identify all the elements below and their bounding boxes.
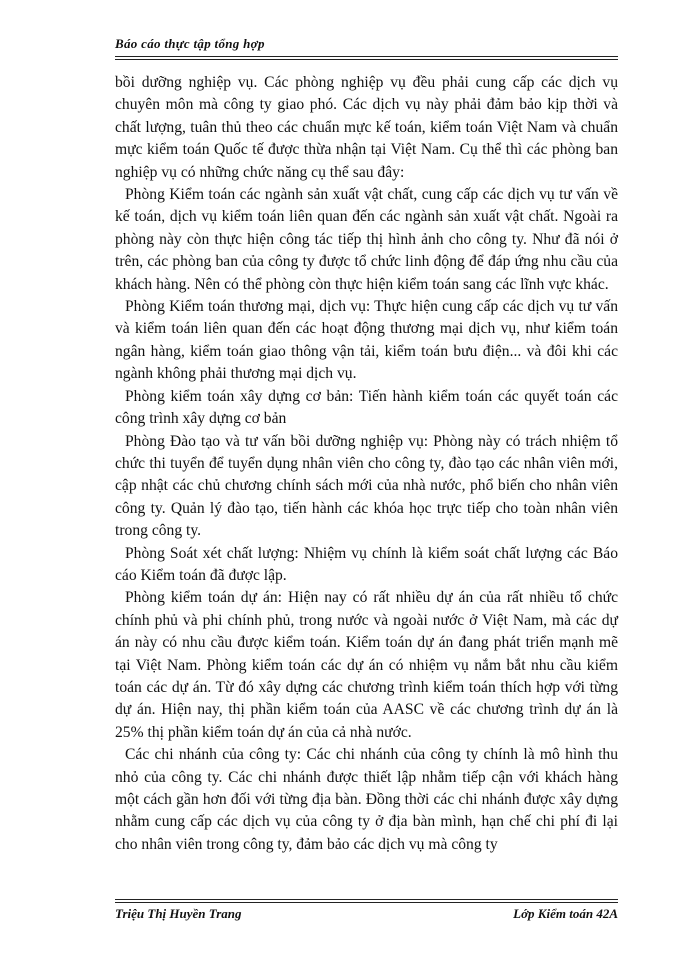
header-rule-double <box>115 59 618 60</box>
paragraph: Phòng Đào tạo và tư vấn bồi dưỡng nghiệp vụ: Phòng này có trách nhiệm tổ chức thi tuyển để tuyển dụng nhân viên cho công ty, đào tạo các nhân viên mới, cập nhật các chủ chương chính sách mới của nhà nước, phổ biến cho nhân viên công ty. Quản lý đào tạo, tiến hành các khóa học trực tiếp cho toàn nhân viên trong công ty. <box>115 432 618 540</box>
paragraph: Phòng kiểm toán xây dựng cơ bản: Tiến hành kiểm toán các quyết toán các công trình xây dựng cơ bản <box>115 387 618 428</box>
footer-author: Triệu Thị Huyền Trang <box>115 906 242 921</box>
paragraph: Phòng Kiểm toán thương mại, dịch vụ: Thực hiện cung cấp các dịch vụ tư vấn và kiểm toán liên quan đến các hoạt động thương mại dịch vụ, như kiểm toán ngân hàng, kiểm toán giao thông vận tải, kiểm toán bưu điện... và đôi khi các ngành không phải thương mại dịch vụ. <box>115 298 618 383</box>
paragraph: Phòng kiểm toán dự án: Hiện nay có rất nhiều dự án của rất nhiều tổ chức chính phủ và phi chính phủ, trong nước và ngoài nước ở Việt Nam, mà các dự án này có nhu cầu được kiểm toán. Kiểm toán dự án đang phát triển mạnh mẽ tại Việt Nam. Phòng kiểm toán các dự án có nhiệm vụ nắm bắt nhu cầu kiểm toán các dự án. Từ đó xây dựng các chương trình kiểm toán thích hợp với từng dự án. Hiện nay, thị phần kiểm toán của AASC về các chương trình dự án là 25% thị phần kiểm toán dự án của cả nhà nước. <box>115 589 618 741</box>
paragraph: Các chi nhánh của công ty: Các chi nhánh của công ty chính là mô hình thu nhỏ của công ty. Các chi nhánh được thiết lập nhằm tiếp cận với khách hàng một cách gần hơn đối với từng địa bàn. Đồng thời các chi nhánh được xây dựng nhằm cung cấp các dịch vụ của công ty ở địa bàn mình, hạn chế chi phí đi lại cho nhân viên trong công ty, đảm bảo các dịch vụ mà công ty <box>115 746 618 853</box>
paragraph: bồi dưỡng nghiệp vụ. Các phòng nghiệp vụ đều phải cung cấp các dịch vụ chuyên môn mà công ty giao phó. Các dịch vụ này phải đảm bảo kịp thời và chất lượng, tuân thủ theo các chuẩn mực kế toán, kiểm toán Việt Nam và chuẩn mực kiểm toán Quốc tế được thừa nhận tại Việt Nam. Cụ thể thì các phòng ban nghiệp vụ có những chức năng cụ thể sau đây: <box>115 74 618 181</box>
paragraph: Phòng Soát xét chất lượng: Nhiệm vụ chính là kiểm soát chất lượng các Báo cáo Kiểm toán đã được lập. <box>115 544 618 584</box>
header-rule <box>115 56 618 57</box>
footer-class: Lớp Kiểm toán 42A <box>513 906 618 921</box>
paragraph: Phòng Kiểm toán các ngành sản xuất vật chất, cung cấp các dịch vụ tư vấn về kế toán, dịch vụ kiểm toán liên quan đến các ngành sản xuất vật chất. Ngoài ra phòng này còn thực hiện công tác tiếp thị hình ảnh cho công ty. Như đã nói ở trên, các phòng ban của công ty được tổ chức linh động để đáp ứng nhu cầu của khách hàng. Nên có thể phòng còn thực hiện kiểm toán sang các lĩnh vực khác. <box>115 186 618 293</box>
footer-rule-double <box>115 902 618 903</box>
page-header-title: Báo cáo thực tập tổng hợp <box>115 36 265 51</box>
footer-rule <box>115 899 618 900</box>
document-body <box>115 72 618 856</box>
